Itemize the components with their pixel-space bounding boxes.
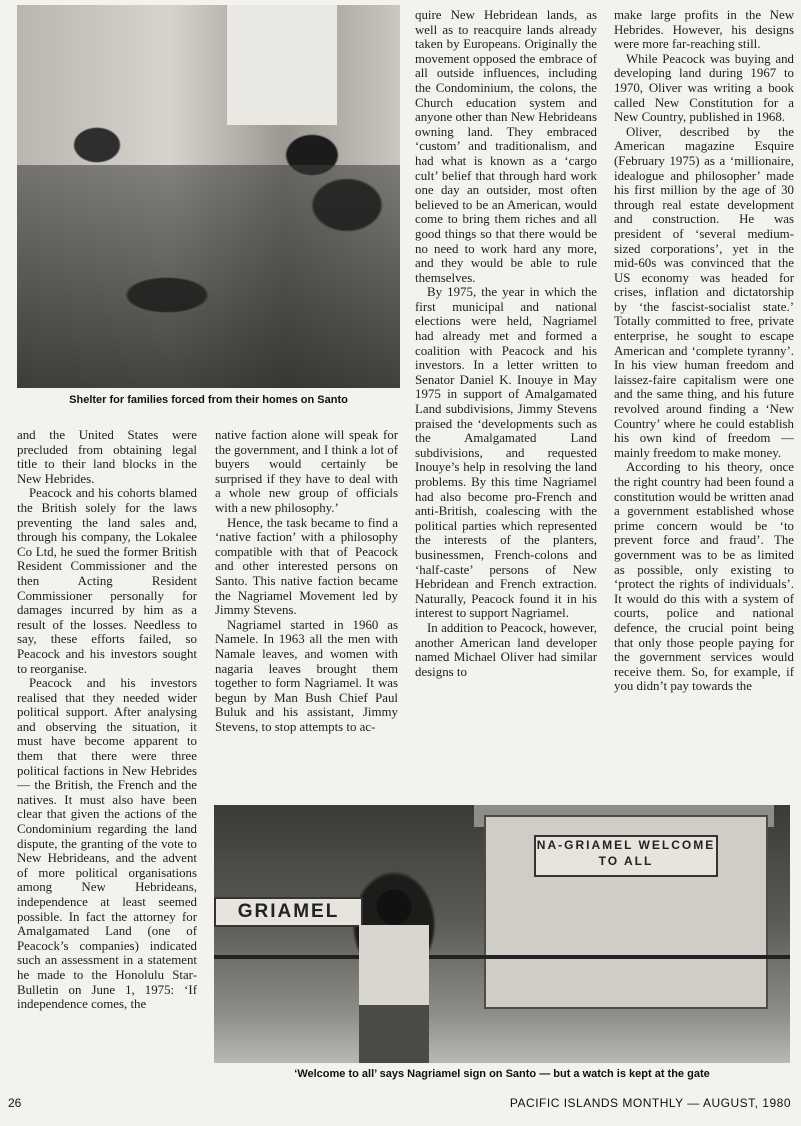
page-number: 26 — [8, 1096, 22, 1110]
top-photo-caption: Shelter for families forced from their homes on Santo — [69, 394, 348, 406]
paragraph: make large profits in the New Hebrides. However, his designs were more far-reaching still. — [614, 8, 794, 52]
paragraph: quire New Hebridean lands, as well as to reacquire lands already taken by Europeans. Originally the movement opposed the embrace of all outside influences, including the Condominium, the colons, the Church education system and anyone other than New Hebrideans owning land. They embraced ‘custom’ and traditionalism, and had what is known as a ‘cargo cult’ belief that through hard work one day an outsider, most often believed to be an American, would come to bring them riches and all good things so that there would be no need to work hard any more, and they would be able to rule themselves. — [415, 8, 597, 285]
paragraph: Oliver, described by the American magazine Esquire (February 1975) as a ‘millionaire, idealogue and philosopher’ made his first million by the age of 30 through real estate development and construction. He was president of ‘several medium-sized corporations’, yet in the mid-60s was convinced that the US economy was headed for crises, inflation and dictatorship by ‘the fascist-socialist state.’ Totally committed to free, private enterprise, he sought to escape American and ‘complete tyranny’. In his view human freedom and laissez-faire capitalism were one and the same thing, and his future revolved around finding a ‘New Country’ where he could establish his own kind of freedom — mainly freedom to make money. — [614, 124, 794, 460]
article-column-4 — [614, 8, 794, 798]
paragraph: By 1975, the year in which the first municipal and national elections were held, Nagriamel had already met and formed a coalition with Peacock and his investors. In a letter written to Senator Daniel K. Inouye in May 1975 in support of Amalgamated Land subdivisions, Jimmy Stevens praised the ‘developments such as the Amalgamated Land subdivisions, and requested Inouye’s help in resolving the land problems. By this time Nagriamel had also become pro-French and anti-British, coalescing with the political parties which represented the interests of the planters, businessmen, French-colons and ‘half-caste’ persons of New Hebridean and French extraction. Naturally, Peacock found it in his interest to support Nagriamel. — [415, 285, 597, 621]
shelter-photo — [17, 5, 400, 388]
paragraph: According to his theory, once the right country had been found a constitution would be written anad a government established whose prime concern would be ‘to prevent force and fraud’. The government was to be as limited as possible, only existing to ‘protect the rights of individuals’. It would do this with a system of courts, police and national defence, the crucial point being that only those people paying for the government services would receive them. So, for example, if you didn’t pay towards the — [614, 460, 794, 694]
nagriamel-gate-photo — [214, 805, 790, 1063]
paragraph: While Peacock was buying and developing land during 1967 to 1970, Oliver was writing a book called New Constitution for a New Country, published in 1968. — [614, 51, 794, 125]
paragraph: Nagriamel started in 1960 as Namele. In 1963 all the men with Namale leaves, and women with nagaria leaves brought them together to form Nagriamel. It was begun by Man Bush Chief Paul Buluk and his assistant, Jimmy Stevens, to stop attempts to ac- — [215, 617, 398, 734]
photo-floor-shadow — [17, 165, 400, 388]
photo-window-light — [227, 5, 337, 125]
article-column-1 — [17, 428, 197, 1080]
griamel-sign: GRIAMEL — [214, 897, 363, 927]
man-at-gate — [359, 885, 429, 1063]
running-footer: PACIFIC ISLANDS MONTHLY — AUGUST, 1980 — [509, 1096, 791, 1110]
hut-sign: NA-GRIAMEL WELCOME TO ALL — [534, 835, 718, 877]
article-column-2 — [215, 428, 398, 798]
paragraph: native faction alone will speak for the government, and I think a lot of buyers would certainly be surprised if they have to deal with a whole new group of officials with a new philosophy.’ — [215, 428, 398, 515]
article-column-3 — [415, 8, 597, 798]
bottom-photo-caption: ‘Welcome to all’ says Nagriamel sign on Santo — but a watch is kept at the gate — [294, 1068, 710, 1080]
paragraph: In addition to Peacock, however, another American land developer named Michael Oliver had similar designs to — [415, 620, 597, 679]
paragraph: and the United States were precluded from obtaining legal title to their land blocks in the New Hebrides. — [17, 428, 197, 486]
paragraph: Hence, the task became to find a ‘native faction’ with a philosophy compatible with that of Peacock and other interested persons on Santo. This native faction became the Nagriamel Movement led by Jimmy Stevens. — [215, 515, 398, 618]
paragraph: Peacock and his investors realised that they needed wider political support. After analysing and observing the situation, it must have become apparent to them that there were three political factions in New Hebrides — the British, the French and the natives. It must also have been clear that given the actions of the Condominium regarding the land dispute, the granting of the vote to New Hebrideans, and the advent of more political organisations among New Hebrideans, independence at least seemed possible. In fact the attorney for Amalgamated Land (one of Peacock’s companies) indicated such an assessment in a statement he made to the Honolulu Star-Bulletin on June 1, 1975: ‘If independence comes, the — [17, 676, 197, 1012]
paragraph: Peacock and his cohorts blamed the British solely for the laws preventing the land sales and, through his company, the Lokalee Co Ltd, he sued the former British Resident Commissioner and the then Acting Resident Commissioner personally for damages incurred by him as a result of the losses. Needless to say, these efforts failed, so Peacock and his investors sought to reorganise. — [17, 486, 197, 676]
gate-fence — [214, 955, 790, 959]
